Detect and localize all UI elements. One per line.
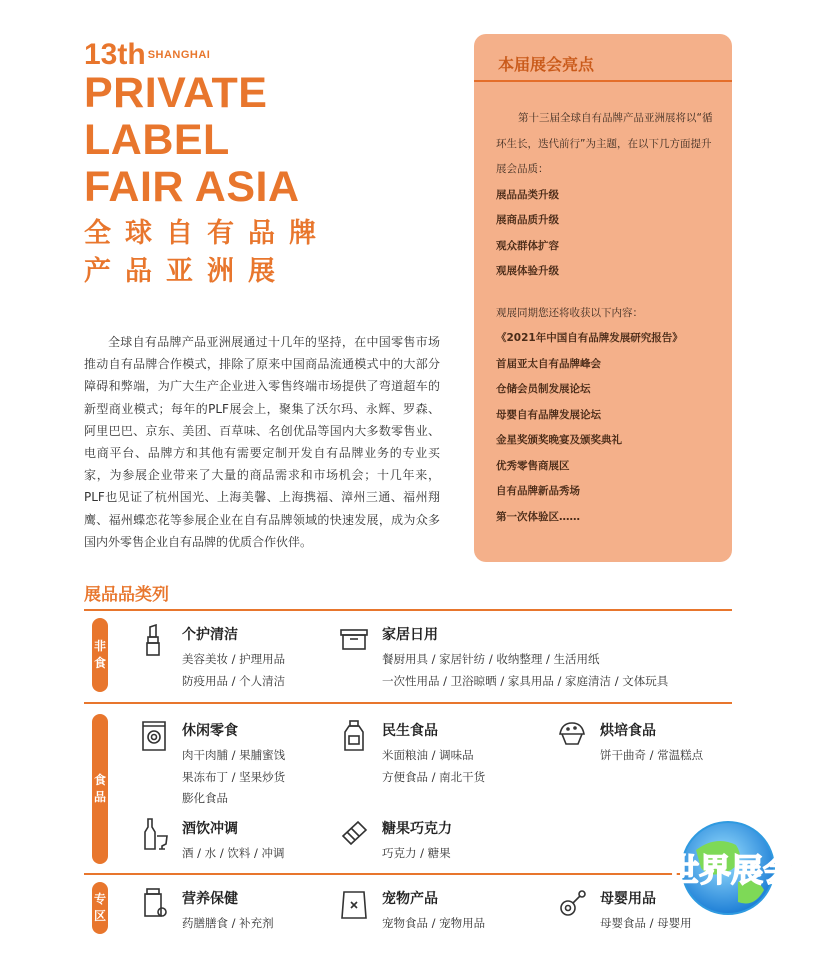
category-name: 家居日用	[382, 627, 438, 643]
category-sub-line: 宠物食品 / 宠物用品	[382, 916, 486, 930]
category-subs	[182, 913, 274, 935]
group-pill-nonfood	[92, 618, 108, 692]
highlights-body	[496, 106, 716, 530]
category-divider	[84, 609, 732, 611]
category-subs	[182, 649, 285, 692]
category-sub-line: 母婴食品 / 母婴用	[600, 916, 692, 930]
highlights-divider	[474, 80, 732, 82]
cn-title-line-1: 全球自有品牌	[84, 218, 330, 249]
pill-char: 品	[93, 790, 106, 804]
highlights-lead: 第十三届全球自有品牌产品亚洲展将以“循环生长，迭代前行”为主题，在以下几方面提升展会品质：	[496, 112, 713, 175]
highlights-lead-2: 观展同期您还将收获以下内容：	[496, 306, 643, 319]
event-item: 首届亚太自有品牌峰会	[496, 357, 601, 370]
category-sub-line: 餐厨用具 / 家居针纺 / 收纳整理 / 生活用纸	[382, 652, 600, 666]
category-sub-line: 防疫用品 / 个人清洁	[182, 673, 286, 688]
category-sub-line: 米面粮油 / 调味品	[382, 748, 474, 762]
pill-char: 食	[93, 773, 106, 787]
category-subs	[182, 843, 285, 865]
watermark-text: 世界展会	[666, 851, 796, 889]
category-name: 营养保健	[182, 891, 238, 907]
event-item: 母婴自有品牌发展论坛	[496, 408, 601, 421]
highlight-item: 观展体验升级	[496, 265, 559, 277]
highlight-item: 观众群体扩容	[496, 239, 559, 252]
highlight-item: 展品品类升级	[496, 188, 559, 201]
edition-line	[84, 40, 330, 70]
category-sub-line: 巧克力 / 糖果	[382, 846, 451, 860]
category-subs	[382, 649, 668, 692]
snack-bag-icon	[140, 720, 168, 752]
category-name: 民生食品	[382, 723, 438, 739]
category-name: 烘培食品	[600, 723, 656, 739]
category-name: 个护清洁	[182, 627, 238, 643]
category-name: 糖果巧克力	[382, 821, 452, 837]
pill-char: 非	[93, 639, 106, 653]
oil-bottle-icon	[340, 720, 368, 752]
categories-title: 展品品类列	[84, 585, 169, 605]
category-subs	[382, 913, 485, 935]
pill-char: 食	[93, 656, 106, 670]
event-item: 《2021年中国自有品牌发展研究报告》	[496, 332, 683, 344]
muffin-icon	[558, 720, 586, 752]
category-subs	[382, 843, 451, 865]
candy-bar-icon	[340, 818, 368, 850]
event-item: 自有品牌新品秀场	[496, 485, 580, 497]
storage-box-icon	[340, 624, 368, 656]
category-subs	[382, 745, 485, 788]
title-line-2: LABEL	[84, 116, 230, 164]
supplement-jar-icon	[140, 888, 168, 920]
category-name: 酒饮冲调	[182, 821, 238, 837]
category-sub-line: 药膳膳食 / 补充剂	[182, 916, 274, 930]
category-sub-line: 酒 / 水 / 饮料 / 冲调	[182, 846, 285, 860]
category-sub-line: 肉干肉脯 / 果脯蜜饯	[182, 748, 286, 762]
lipstick-icon	[140, 624, 168, 656]
category-sub-line: 膨化食品	[182, 791, 228, 805]
highlight-item: 展商品质升级	[496, 214, 559, 226]
category-sub-line: 美容美妆 / 护理用品	[182, 652, 286, 666]
category-sub-line: 方便食品 / 南北干货	[382, 769, 486, 784]
wine-bottle-icon	[140, 818, 168, 850]
event-item: 仓储会员制发展论坛	[496, 383, 591, 395]
intro-text: 全球自有品牌产品亚洲展通过十几年的坚持，在中国零售市场推动自有品牌合作模式，排除了原来中国商品流通模式中的大部分障碍和弊端，为广大生产企业进入零售终端市场提供了弯道超车的新型商业模式；每年的PLF展会上，聚集了沃尔玛、永辉、罗森、阿里巴巴、京东、美团、百草味、名创优品等国内大多数零售业、电商平台、品牌方和其他有需要定制开发自有品牌业务的专业买家，为参展企业带来了大量的商品需求和市场机会；十几年来，PLF也见证了杭州国光、上海美馨、上海携福、漳州三通、福州翔鹰、福州蝶恋花等参展企业在自有品牌领域的快速发展，成为众多国内外零售企业自有品牌的优质合作伙伴。	[84, 335, 440, 549]
category-subs	[600, 745, 703, 767]
event-item: 优秀零售商展区	[496, 459, 570, 472]
spacer	[496, 285, 716, 301]
highlights-title: 本届展会亮点	[498, 55, 595, 74]
category-sub-line: 果冻布丁 / 坚果炒货	[182, 769, 286, 784]
watermark-logo	[646, 810, 816, 930]
highlights-card	[474, 34, 732, 562]
edition-number: 13th	[84, 38, 146, 71]
cn-title-line-2: 产品亚洲展	[84, 256, 289, 287]
group-pill-food	[92, 714, 108, 864]
category-sub-line: 饼干曲奇 / 常温糕点	[600, 748, 704, 762]
fair-header	[84, 40, 330, 291]
category-name: 宠物产品	[382, 891, 438, 907]
category-name: 休闲零食	[182, 723, 238, 739]
intro-paragraph	[84, 331, 440, 553]
category-subs	[182, 745, 285, 810]
event-item: 金星奖颁奖晚宴及颁奖典礼	[496, 434, 622, 446]
category-sub-line: 一次性用品 / 卫浴晾晒 / 家具用品 / 家庭清洁 / 文体玩具	[382, 673, 669, 688]
pacifier-icon	[558, 888, 586, 920]
category-divider	[84, 873, 732, 875]
group-pill-special	[92, 882, 108, 934]
title-line-3: FAIR ASIA	[84, 163, 300, 211]
city-label: SHANGHAI	[147, 49, 211, 61]
category-divider	[84, 702, 732, 704]
event-item: 第一次体验区……	[496, 510, 580, 523]
pill-char: 专	[93, 892, 106, 906]
title-line-1: PRIVATE	[84, 69, 268, 117]
pet-food-bag-icon	[340, 888, 368, 920]
category-name: 母婴用品	[600, 891, 656, 907]
pill-char: 区	[93, 909, 106, 923]
